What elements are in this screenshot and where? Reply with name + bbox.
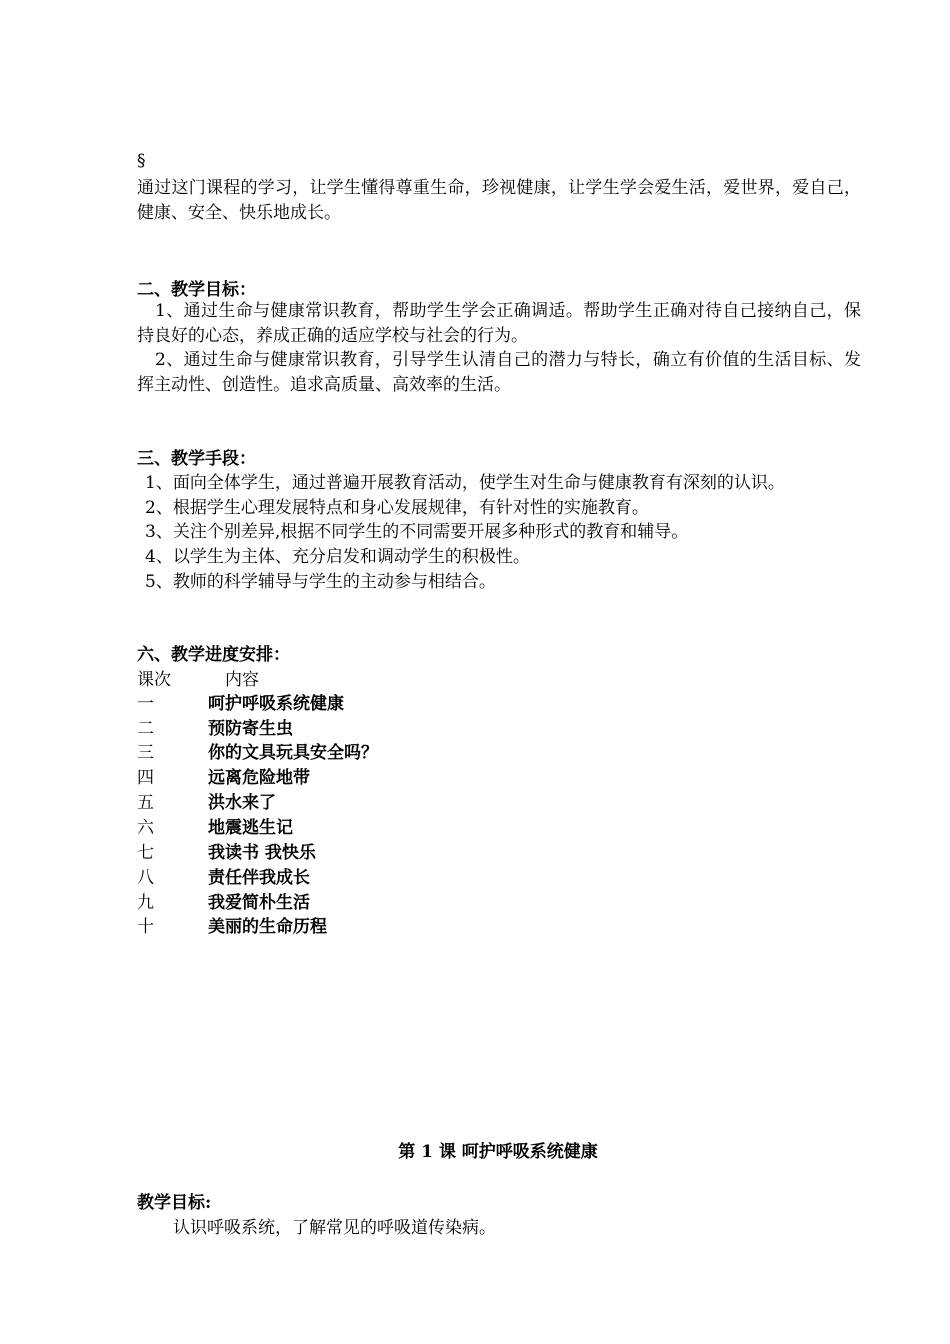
goals-heading: 二、教学目标： bbox=[137, 280, 256, 300]
method-item-4: 4、以学生为主体、充分启发和调动学生的积极性。 bbox=[145, 547, 530, 567]
lesson-goal-heading: 教学目标: bbox=[137, 1193, 212, 1213]
schedule-row-title: 美丽的生命历程 bbox=[208, 917, 327, 937]
schedule-row-num: 十 bbox=[137, 917, 154, 937]
schedule-row-num: 二 bbox=[137, 719, 154, 739]
schedule-row-title: 预防寄生虫 bbox=[208, 719, 293, 739]
schedule-row-title: 洪水来了 bbox=[208, 793, 276, 813]
schedule-row-num: 八 bbox=[137, 868, 154, 888]
method-item-5: 5、教师的科学辅导与学生的主动参与相结合。 bbox=[145, 572, 496, 592]
schedule-row-num: 四 bbox=[137, 768, 154, 788]
method-item-2: 2、根据学生心理发展特点和身心发展规律，有针对性的实施教育。 bbox=[145, 498, 649, 518]
goal-item-2: 2、通过生命与健康常识教育，引导学生认清自己的潜力与特长，确立有价值的生活目标、发挥主动性、创造性。追求高质量、高效率的生活。 bbox=[137, 350, 861, 395]
schedule-header: 课次 内容 bbox=[137, 670, 260, 690]
lesson-goal-text: 认识呼吸系统，了解常见的呼吸道传染病。 bbox=[173, 1218, 496, 1238]
schedule-row-title: 呵护呼吸系统健康 bbox=[208, 694, 344, 714]
schedule-row-num: 一 bbox=[137, 694, 154, 714]
schedule-row-num: 九 bbox=[137, 893, 154, 913]
method-item-1: 1、面向全体学生，通过普遍开展教育活动，使学生对生命与健康教育有深刻的认识。 bbox=[145, 473, 785, 493]
schedule-row-title: 责任伴我成长 bbox=[208, 868, 310, 888]
method-item-3: 3、关注个别差异,根据不同学生的不同需要开展多种形式的教育和辅导。 bbox=[145, 522, 689, 542]
lesson-title: 第 1 课 呵护呼吸系统健康 bbox=[398, 1142, 598, 1162]
intro-paragraph: 通过这门课程的学习，让学生懂得尊重生命，珍视健康，让学生学会爱生活，爱世界，爱自己，健康、安全、快乐地成长。 bbox=[137, 178, 861, 223]
schedule-row-title: 我爱简朴生活 bbox=[208, 893, 310, 913]
schedule-row-title: 你的文具玩具安全吗？ bbox=[208, 743, 378, 763]
schedule-row-title: 地震逃生记 bbox=[208, 818, 293, 838]
schedule-row-title: 远离危险地带 bbox=[208, 768, 310, 788]
schedule-row-num: 六 bbox=[137, 818, 154, 838]
schedule-row-title: 我读书 我快乐 bbox=[208, 843, 316, 863]
schedule-heading: 六、教学进度安排： bbox=[137, 645, 290, 665]
goal-item-1: 1、通过生命与健康常识教育，帮助学生学会正确调适。帮助学生正确对待自己接纳自己，保持良好的心态，养成正确的适应学校与社会的行为。 bbox=[137, 301, 861, 346]
schedule-row-num: 五 bbox=[137, 793, 154, 813]
section-marker: § bbox=[137, 151, 146, 171]
methods-heading: 三、教学手段： bbox=[137, 449, 256, 469]
schedule-row-num: 三 bbox=[137, 743, 154, 763]
schedule-row-num: 七 bbox=[137, 843, 154, 863]
